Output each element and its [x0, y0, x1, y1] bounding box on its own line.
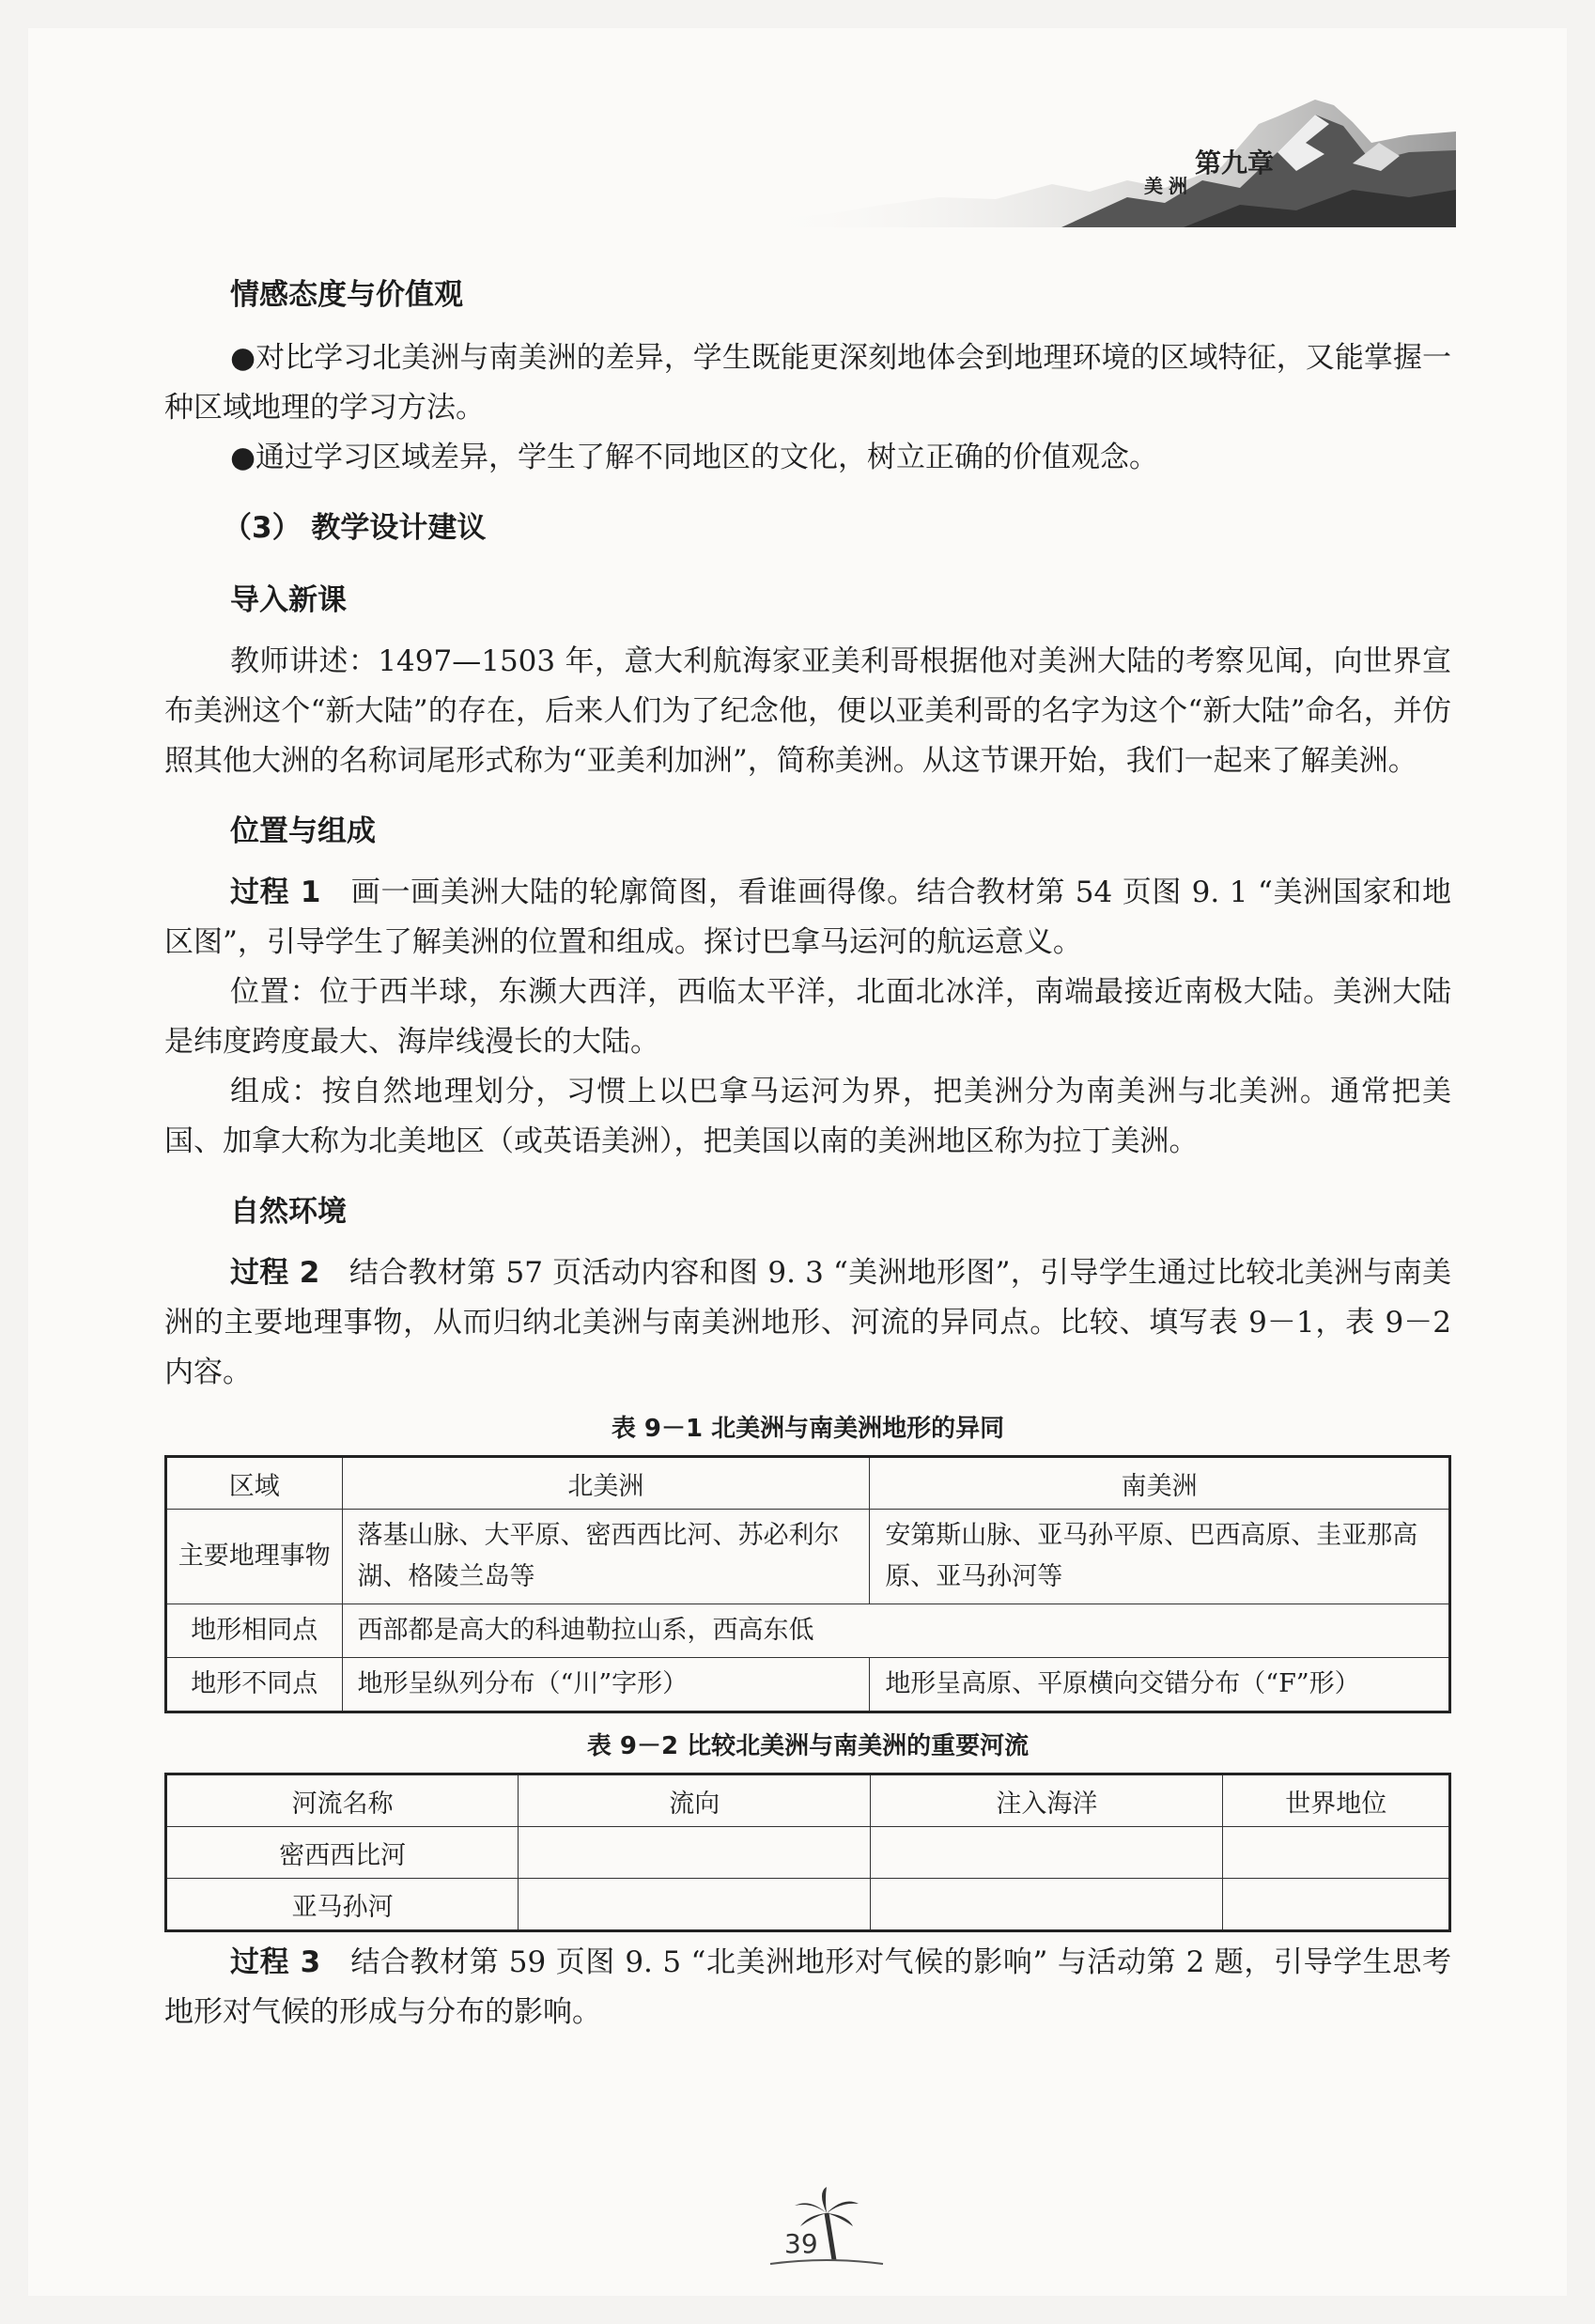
process1-label: 过程 1	[230, 875, 321, 909]
process1-paragraph	[164, 868, 1451, 968]
bullet-item: ●对比学习北美洲与南美洲的差异，学生既能更深刻地体会到地理环境的区域特征，又能掌握一种区域地理的学习方法。	[164, 341, 1451, 425]
mountain-illustration	[751, 86, 1456, 227]
chapter-title: 美洲	[1144, 175, 1193, 197]
table-cell: 地形呈高原、平原横向交错分布（“F”形）	[870, 1658, 1450, 1712]
table-cell	[1223, 1879, 1450, 1931]
process2-text: 结合教材第 57 页活动内容和图 9. 3 “美洲地形图”，引导学生通过比较北美洲与南美洲的主要地理事物，从而归纳北美洲与南美洲地形、河流的异同点。比较、填写表 9－1，表 9－2 内容。	[164, 1256, 1451, 1389]
table-cell	[1223, 1827, 1450, 1879]
process3-paragraph	[164, 1938, 1451, 2037]
table2-caption: 表 9－2 比较北美洲与南美洲的重要河流	[586, 1732, 1030, 1760]
table-header: 河流名称	[166, 1774, 519, 1827]
heading-intro: 导入新课	[230, 583, 347, 617]
table-header: 流向	[519, 1774, 871, 1827]
intro-paragraph: 教师讲述：1497—1503 年，意大利航海家亚美利哥根据他对美洲大陆的考察见闻，向世界宣布美洲这个“新大陆”的存在，后来人们为了纪念他，便以亚美利哥的名字为这个“新大陆”命名，并仿照其他大洲的名称词尾形式称为“亚美利加洲”，简称美洲。从这节课开始，我们一起来了解美洲。	[164, 644, 1451, 778]
position-paragraph: 位置：位于西半球，东濒大西洋，西临太平洋，北面北冰洋，南端最接近南极大陆。美洲大陆是纬度跨度最大、海岸线漫长的大陆。	[164, 975, 1451, 1059]
chapter-number: 第九章	[1195, 147, 1275, 178]
table-cell: 地形不同点	[166, 1658, 343, 1712]
page	[28, 28, 1567, 2296]
palm-tree-icon	[761, 2185, 892, 2270]
table-header: 注入海洋	[871, 1774, 1223, 1827]
table-cell: 亚马孙河	[166, 1879, 519, 1931]
table-header-row	[166, 1457, 1450, 1510]
table-row	[166, 1658, 1450, 1712]
table-cell	[519, 1879, 871, 1931]
table-row	[166, 1510, 1450, 1604]
page-number: 39	[784, 2228, 818, 2259]
table-cell: 密西西比河	[166, 1827, 519, 1879]
page-footer	[761, 2185, 892, 2270]
table-header: 区域	[166, 1457, 343, 1510]
table-header-row	[166, 1774, 1450, 1827]
table-cell	[871, 1827, 1223, 1879]
process2-label: 过程 2	[230, 1256, 320, 1290]
river-comparison-table	[164, 1773, 1451, 1932]
table-cell: 西部都是高大的科迪勒拉山系，西高东低	[342, 1604, 1449, 1658]
table1-caption: 表 9－1 北美洲与南美洲地形的异同	[611, 1415, 1005, 1443]
table-cell: 地形呈纵列分布（“川”字形）	[342, 1658, 870, 1712]
heading-emotion: 情感态度与价值观	[230, 278, 463, 312]
process1-text: 画一画美洲大陆的轮廓简图，看谁画得像。结合教材第 54 页图 9. 1 “美洲国家和地区图”，引导学生了解美洲的位置和组成。探讨巴拿马运河的航运意义。	[164, 875, 1451, 959]
process3-label: 过程 3	[230, 1945, 321, 1979]
main-content	[164, 271, 1451, 2037]
composition-paragraph: 组成：按自然地理划分，习惯上以巴拿马运河为界，把美洲分为南美洲与北美洲。通常把美国、加拿大称为北美地区（或英语美洲），把美国以南的美洲地区称为拉丁美洲。	[164, 1075, 1451, 1158]
chapter-header	[751, 86, 1456, 227]
table-cell	[871, 1879, 1223, 1931]
table-row	[166, 1604, 1450, 1658]
heading-nature: 自然环境	[230, 1195, 347, 1229]
table-row	[166, 1879, 1450, 1931]
heading-location: 位置与组成	[230, 814, 376, 848]
table-header: 世界地位	[1223, 1774, 1450, 1827]
table-cell: 安第斯山脉、亚马孙平原、巴西高原、圭亚那高原、亚马孙河等	[870, 1510, 1450, 1604]
table-row	[166, 1827, 1450, 1879]
process3-text: 结合教材第 59 页图 9. 5 “北美洲地形对气候的影响” 与活动第 2 题，引导学生思考地形对气候的形成与分布的影响。	[164, 1945, 1451, 2029]
heading-design: （3） 教学设计建议	[223, 511, 487, 545]
table-cell: 地形相同点	[166, 1604, 343, 1658]
process2-paragraph	[164, 1248, 1451, 1398]
table-cell	[519, 1827, 871, 1879]
bullet-item: ●通过学习区域差异，学生了解不同地区的文化，树立正确的价值观念。	[230, 441, 1159, 474]
table-cell: 落基山脉、大平原、密西西比河、苏必利尔湖、格陵兰岛等	[342, 1510, 870, 1604]
table-header: 北美洲	[342, 1457, 870, 1510]
table-cell: 主要地理事物	[166, 1510, 343, 1604]
terrain-comparison-table	[164, 1455, 1451, 1713]
table-header: 南美洲	[870, 1457, 1450, 1510]
